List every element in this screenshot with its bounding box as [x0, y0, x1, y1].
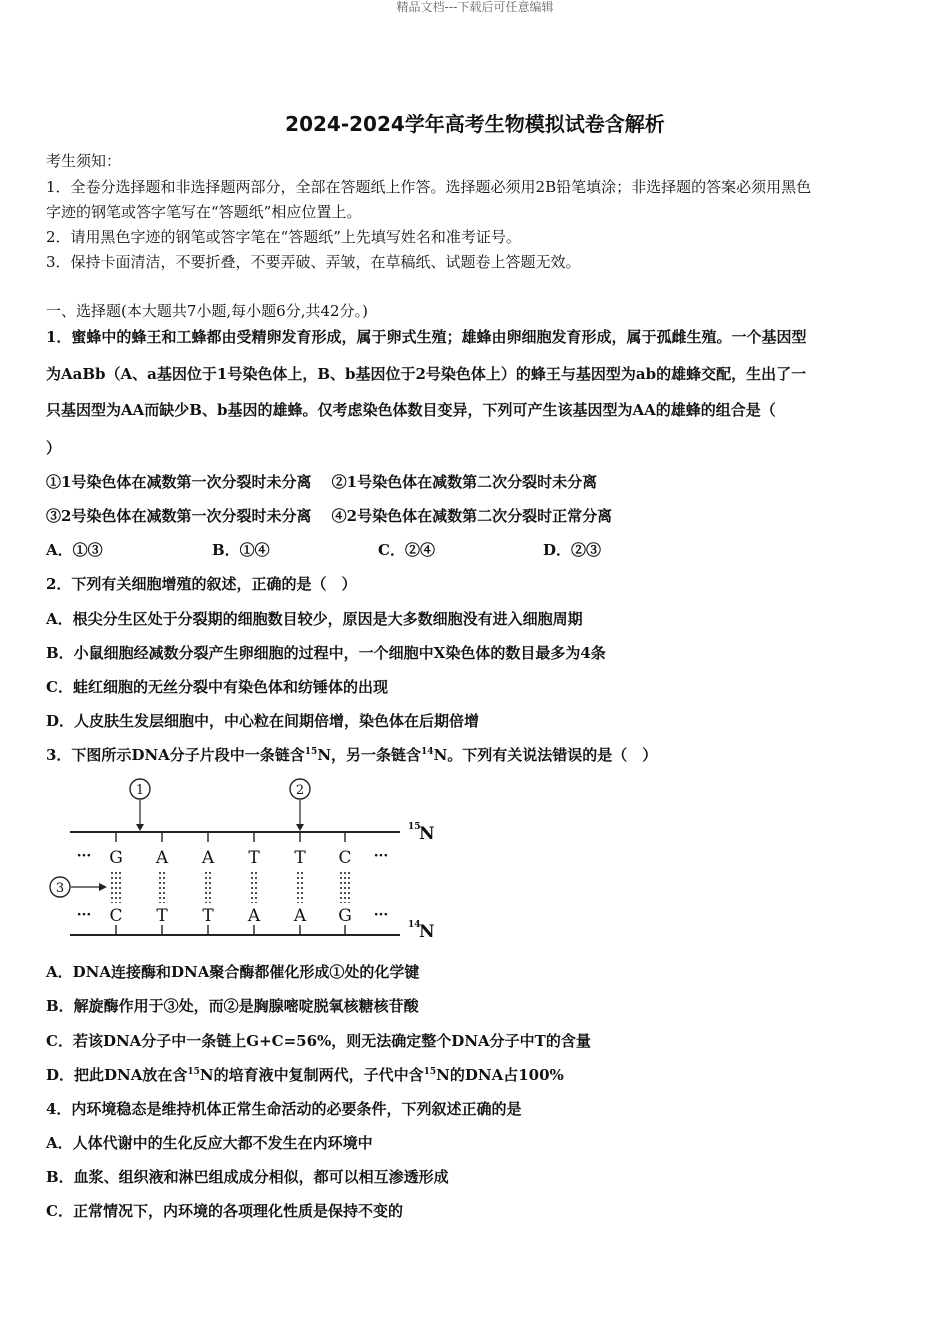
notice-item: 1．全卷分选择题和非选择题两部分，全部在答题纸上作答。选择题必须用2B铅笔填涂；非选择题的答案必须用黑色 [46, 178, 812, 196]
top-base-label: G [109, 848, 123, 868]
arrow-1-head [136, 824, 144, 831]
bottom-base-label: C [109, 906, 123, 926]
q4-option-c: C．正常情况下，内环境的各项理化性质是保持不变的 [46, 1202, 403, 1220]
q1-option-d: D．②③ [543, 541, 602, 559]
marker-3-label: 3 [55, 881, 65, 896]
bottom-ellipsis-right: ··· [373, 907, 389, 923]
q3-option-b: B．解旋酶作用于③处，而②是胸腺嘧啶脱氧核糖核苷酸 [46, 997, 419, 1015]
notice-item: 3．保持卡面清洁，不要折叠，不要弄破、弄皱，在草稿纸、试题卷上答题无效。 [46, 253, 581, 271]
q2-option-a: A．根尖分生区处于分裂期的细胞数目较少，原因是大多数细胞没有进入细胞周期 [46, 610, 583, 628]
bottom-base-label: A [293, 906, 307, 926]
notice-item: 字迹的钢笔或答字笔写在“答题纸”相应位置上。 [46, 203, 362, 221]
q4-stem: 4．内环境稳态是维持机体正常生命活动的必要条件，下列叙述正确的是 [46, 1100, 522, 1118]
q1-option-a: A．①③ [46, 541, 103, 559]
notice-item: 2．请用黑色字迹的钢笔或答字笔在“答题纸”上先填写姓名和准考证号。 [46, 228, 521, 246]
q2-stem: 2．下列有关细胞增殖的叙述，正确的是（ ） [46, 575, 357, 593]
bottom-strand-isotope-sup: 14 [408, 920, 421, 930]
top-ellipsis-right: ··· [373, 848, 389, 864]
isotope-superscript: 15 [304, 747, 318, 757]
q3-option-c: C．若该DNA分子中一条链上G+C=56%，则无法确定整个DNA分子中T的含量 [46, 1032, 591, 1050]
q1-option-b: B．①④ [212, 541, 270, 559]
q1-stem-line: 只基因型为AA而缺少B、b基因的雄蜂。仅考虑染色体数目变异，下列可产生该基因型为AA的雄蜂的组合是（ [46, 401, 776, 419]
q3-stem-part: N。下列有关说法错误的是（ ） [433, 746, 658, 764]
bottom-ellipsis-left: ··· [76, 907, 92, 923]
dna-fragment-figure [42, 772, 442, 942]
q1-stem-line: 为AaBb（A、a基因位于1号染色体上，B、b基因位于2号染色体上）的蜂王与基因型为ab的雄蜂交配，生出了一 [46, 365, 807, 383]
marker-2-label: 2 [295, 783, 305, 798]
section-heading: 一、选择题(本大题共7小题,每小题6分,共42分。) [46, 302, 368, 320]
q1-statement: ①1号染色体在减数第一次分裂时未分离 ②1号染色体在减数第二次分裂时未分离 [46, 473, 598, 491]
q2-option-d: D．人皮肤生发层细胞中，中心粒在间期倍增，染色体在后期倍增 [46, 712, 480, 730]
marker-1-label: 1 [135, 783, 145, 798]
q3-option-d-part: N的DNA占100% [436, 1066, 564, 1084]
top-strand-label: N [419, 824, 435, 844]
isotope-superscript: 15 [187, 1067, 200, 1077]
arrow-2-head [296, 824, 304, 831]
q1-stem-line: 1．蜜蜂中的蜂王和工蜂都由受精卵发育形成，属于卵式生殖；雄蜂由卵细胞发育形成，属于孤雌生殖。一个基因型 [46, 328, 807, 346]
top-base-label: A [201, 848, 215, 868]
q1-stem-line: ） [46, 439, 62, 457]
isotope-superscript: 15 [423, 1067, 437, 1077]
q3-option-d-part: N的培育液中复制两代，子代中含 [199, 1066, 424, 1084]
q1-option-c: C．②④ [378, 541, 435, 559]
q3-stem-part: 3．下图所示DNA分子片段中一条链含 [46, 746, 305, 764]
q3-option-d [46, 1066, 564, 1084]
q3-option-d-part: D．把此DNA放在含 [46, 1066, 188, 1084]
q1-statement: ③2号染色体在减数第一次分裂时未分离 ④2号染色体在减数第二次分裂时正常分离 [46, 507, 613, 525]
q3-stem-part: N，另一条链含 [317, 746, 422, 764]
page-header: 精品文档---下载后可任意编辑 [396, 0, 554, 14]
isotope-superscript: 14 [421, 747, 434, 757]
q3-stem [46, 746, 657, 764]
q2-option-b: B．小鼠细胞经减数分裂产生卵细胞的过程中，一个细胞中X染色体的数目最多为4条 [46, 644, 606, 662]
bottom-base-label: G [338, 906, 352, 926]
top-base-label: T [294, 848, 306, 868]
top-strand-isotope-sup: 15 [408, 822, 421, 832]
notice-heading: 考生须知： [46, 152, 122, 170]
page-title: 2024-2024学年高考生物模拟试卷含解析 [285, 112, 665, 136]
top-base-label: T [248, 848, 260, 868]
q4-option-a: A．人体代谢中的生化反应大都不发生在内环境中 [46, 1134, 373, 1152]
arrow-3-head [99, 883, 107, 891]
top-base-label: C [338, 848, 352, 868]
bottom-base-label: A [247, 906, 261, 926]
top-base-label: A [155, 848, 169, 868]
q2-option-c: C．蛙红细胞的无丝分裂中有染色体和纺锤体的出现 [46, 678, 388, 696]
q3-option-a: A．DNA连接酶和DNA聚合酶都催化形成①处的化学键 [46, 963, 420, 981]
top-ellipsis-left: ··· [76, 848, 92, 864]
bottom-strand-label: N [419, 922, 435, 942]
q4-option-b: B．血浆、组织液和淋巴组成成分相似，都可以相互渗透形成 [46, 1168, 449, 1186]
bottom-base-label: T [202, 906, 214, 926]
bottom-base-label: T [156, 906, 168, 926]
